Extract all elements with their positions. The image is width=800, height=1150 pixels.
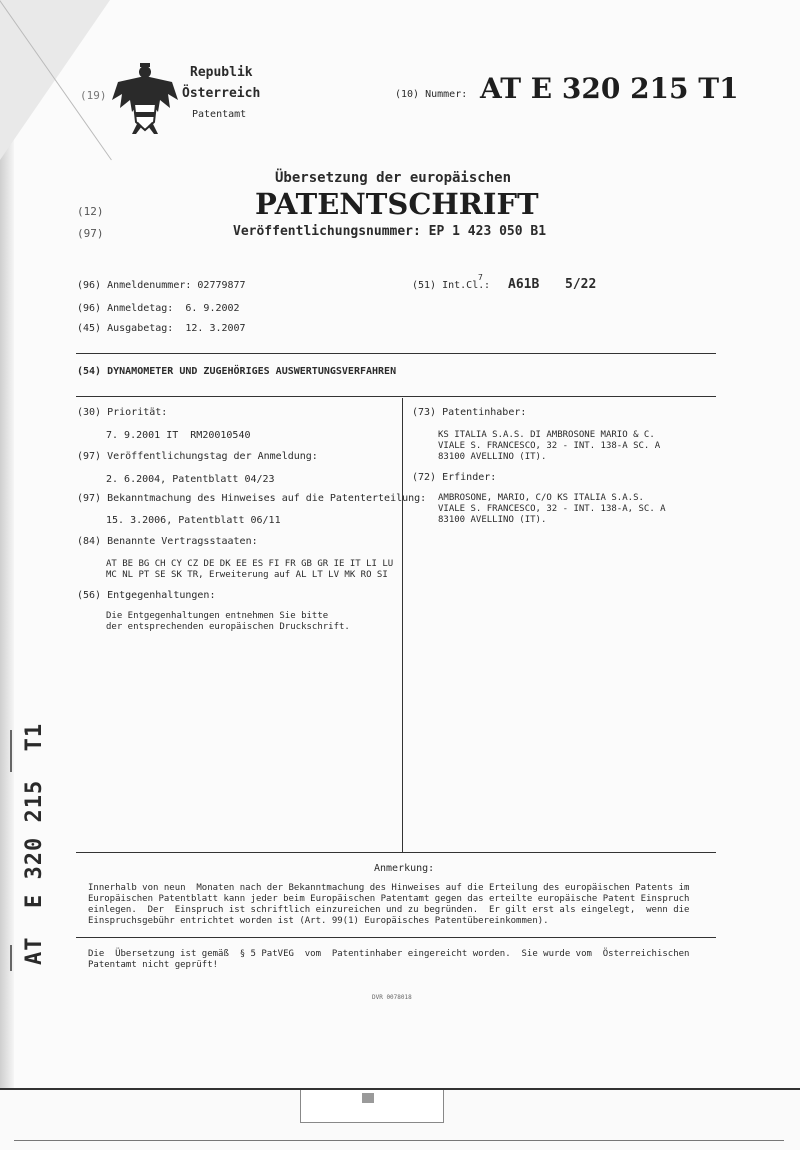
patent-holder-line2: VIALE S. FRANCESCO, 32 - INT. 138-A SC. A	[438, 441, 661, 451]
remark-label: Anmerkung:	[374, 863, 435, 874]
side-margin-mark	[10, 730, 12, 772]
patent-holder-line1: KS ITALIA S.A.S. DI AMBROSONE MARIO & C.	[438, 430, 655, 440]
invention-title: (54) DYNAMOMETER UND ZUGEHÖRIGES AUSWERTUNGSVERFAHREN	[77, 366, 397, 377]
divider-top	[76, 353, 716, 354]
priority-value: 7. 9.2001 IT RM20010540	[106, 430, 251, 441]
grant-notice-label: (97) Bekanntmachung des Hinweises auf die Patenterteilung:	[77, 493, 427, 504]
side-publication-number: AT E 320 215 T1	[22, 722, 47, 965]
scan-bottom-box-mark	[362, 1093, 374, 1103]
remark-line1: Innerhalb von neun Monaten nach der Bekanntmachung des Hinweises auf die Erteilung des europäischen Patents im	[88, 883, 690, 893]
divider-columns	[76, 396, 716, 397]
remark-line2: Europäischen Patentblatt kann jeder beim Europäischen Patentamt gegen das erteilte europäische Patent Einspruch	[88, 894, 690, 904]
inventor-line2: VIALE S. FRANCESCO, 32 - INT. 138-A, SC. A	[438, 504, 666, 514]
code-12: (12)	[77, 205, 104, 218]
publication-of-application-label: (97) Veröffentlichungstag der Anmeldung:	[77, 451, 318, 462]
scan-bottom-line	[14, 1140, 784, 1141]
intcl-class: A61B	[508, 277, 540, 292]
issue-date: (45) Ausgabetag: 12. 3.2007	[77, 323, 246, 334]
intcl-group: 5/22	[565, 277, 597, 292]
side-margin-mark-lower	[10, 945, 12, 971]
footer-dvr-code: DVR 0078018	[372, 994, 412, 1001]
column-divider	[402, 398, 403, 852]
intcl-superscript: 7	[478, 273, 483, 282]
patent-office: Patentamt	[192, 109, 247, 120]
republic-line1: Republik	[190, 65, 253, 80]
republic-line2: Österreich	[182, 86, 261, 101]
translation-subtitle: Übersetzung der europäischen	[275, 170, 512, 186]
designated-states-label: (84) Benannte Vertragsstaaten:	[77, 536, 258, 547]
designated-states-line2: MC NL PT SE SK TR, Erweiterung auf AL LT LV MK RO SI	[106, 570, 388, 580]
scan-left-shadow	[0, 0, 14, 1090]
intcl-label: (51) Int.Cl.	[412, 280, 485, 291]
inventor-label: (72) Erfinder:	[412, 472, 497, 483]
publication-of-application-value: 2. 6.2004, Patentblatt 04/23	[106, 474, 275, 485]
patent-holder-line3: 83100 AVELLINO (IT).	[438, 452, 547, 462]
remark-line3: einlegen. Der Einspruch ist schriftlich einzureichen und zu begründen. Er gilt erst als eingelegt, wenn die	[88, 905, 690, 915]
code-19: (19)	[80, 89, 107, 102]
citations-line1: Die Entgegenhaltungen entnehmen Sie bitte	[106, 611, 329, 621]
designated-states-line1: AT BE BG CH CY CZ DE DK EE ES FI FR GB GR IE IT LI LU	[106, 559, 394, 569]
divider-remark	[76, 852, 716, 853]
priority-label: (30) Priorität:	[77, 407, 168, 418]
remark-line4: Einspruchsgebühr entrichtet worden ist (Art. 99(1) Europäisches Patentübereinkommen).	[88, 916, 549, 926]
translation-note-line2: Patentamt nicht geprüft!	[88, 960, 219, 970]
citations-line2: der entsprechenden europäischen Druckschrift.	[106, 622, 350, 632]
inventor-line1: AMBROSONE, MARIO, C/O KS ITALIA S.A.S.	[438, 493, 644, 503]
translation-note-line1: Die Übersetzung ist gemäß § 5 PatVEG vom Patentinhaber eingereicht worden. Sie wurde vom Österreichischen	[88, 949, 690, 959]
patent-holder-label: (73) Patentinhaber:	[412, 407, 527, 418]
austrian-eagle-crest-icon	[110, 60, 180, 136]
citations-label: (56) Entgegenhaltungen:	[77, 590, 216, 601]
divider-translation	[76, 937, 716, 938]
code-97: (97)	[77, 227, 104, 240]
grant-notice-value: 15. 3.2006, Patentblatt 06/11	[106, 515, 281, 526]
publication-number: AT E 320 215 T1	[480, 72, 739, 105]
code-10-label: (10) Nummer:	[395, 89, 468, 100]
application-number: (96) Anmeldenummer: 02779877	[77, 280, 246, 291]
filing-date: (96) Anmeldetag: 6. 9.2002	[77, 303, 240, 314]
intcl-colon: :	[484, 280, 491, 291]
document-title: PATENTSCHRIFT	[255, 187, 539, 221]
ep-publication-number: Veröffentlichungsnummer: EP 1 423 050 B1	[233, 224, 547, 239]
inventor-line3: 83100 AVELLINO (IT).	[438, 515, 547, 525]
